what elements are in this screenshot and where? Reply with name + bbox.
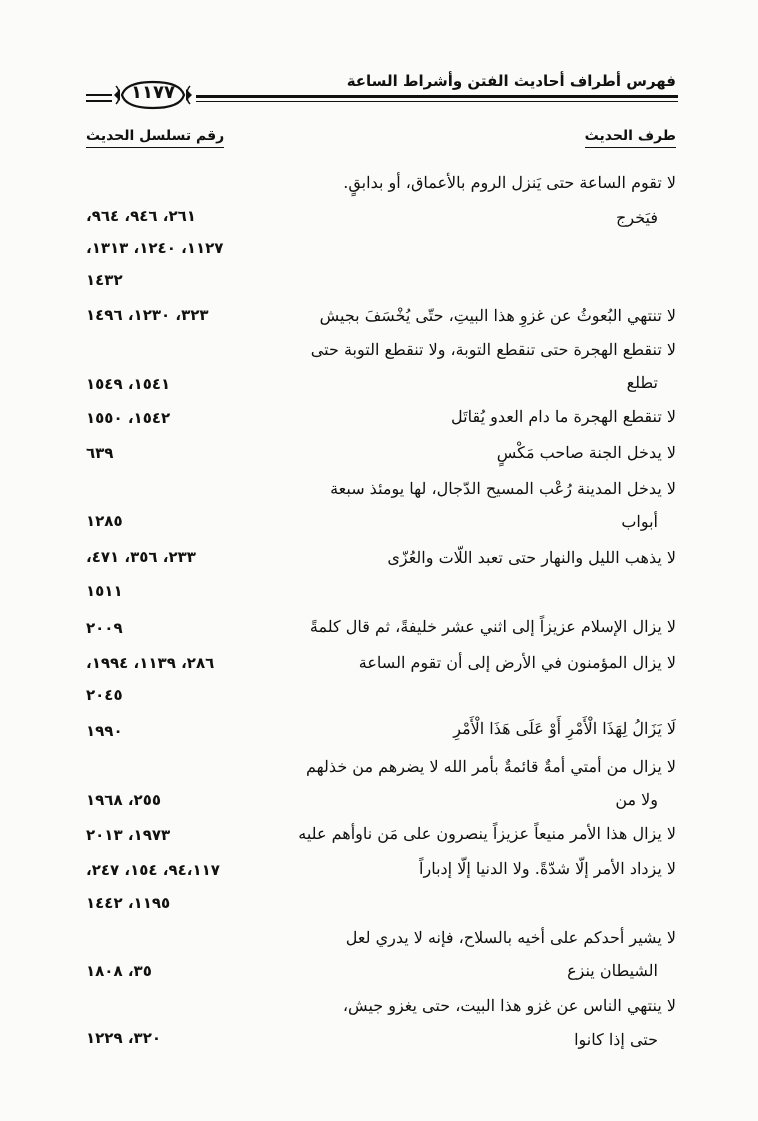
entry-text-line: لا يشير أحدكم على أخيه بالسلاح، فإنه لا يدري لعل <box>345 928 676 947</box>
header-rule-left-lower <box>86 100 112 102</box>
entry-numbers: ١٢٨٥ <box>86 512 123 530</box>
entry-text-line: ولا من <box>615 790 658 809</box>
entry-numbers: ٢٨٦، ١١٣٩، ١٩٩٤، <box>86 654 215 672</box>
running-title: فهرس أطراف أحاديث الفتن وأشراط الساعة <box>346 72 676 90</box>
entry-text-line: لا تنقطع الهجرة ما دام العدو يُقاتَل <box>451 407 676 426</box>
entry-text-line: لا يدخل الجنة صاحب مَكْسٍ <box>496 443 676 462</box>
entry-text-line: أبواب <box>621 512 658 531</box>
entry-text-line: لا يدخل المدينة رُعْب المسيح الدّجال، لها يومئذ سبعة <box>330 479 676 498</box>
entry-numbers: ١٤٣٢ <box>86 271 123 289</box>
entry-text-line: لا تقوم الساعة حتى يَنزل الروم بالأعماق، أو بدابقٍ. <box>343 173 676 192</box>
page-number: ١١٧٧ <box>131 82 175 103</box>
entry-text-line: لا يزال المؤمنون في الأرض إلى أن تقوم الساعة <box>358 653 676 672</box>
entry-numbers: ٣٥، ١٨٠٨ <box>86 962 152 980</box>
header-rule-thin <box>196 101 678 102</box>
entry-text-line: لَا يَزَالُ لِهَذَا الْأَمْرِ أَوْ عَلَى هَذَا الْأَمْرِ <box>453 719 676 738</box>
entry-numbers: ٩٤،١١٧، ١٥٤، ٢٤٧، <box>86 861 220 879</box>
entry-numbers: ١١٩٥، ١٤٤٢ <box>86 894 171 912</box>
entry-text-line: لا تنتهي البُعوثُ عن غزوِ هذا البيتِ، حتّى يُخْسَفَ بجيش <box>319 306 676 325</box>
entry-text-line: لا يزداد الأمر إلّا شدّةً. ولا الدنيا إلّا إدباراً <box>419 859 676 878</box>
entry-text-line: لا يذهب الليل والنهار حتى تعبد اللّات والعُزّى <box>387 548 676 567</box>
column-heading-hadith-start: طرف الحديث <box>585 128 676 148</box>
entry-numbers: ٢٠٠٩ <box>86 619 123 637</box>
entry-text-line: لا تنقطع الهجرة حتى تنقطع التوبة، ولا تنقطع التوبة حتى <box>310 340 676 359</box>
entry-text-line: تطلع <box>626 373 658 392</box>
entry-numbers: ٣٢٣، ١٢٣٠، ١٤٩٦ <box>86 306 209 324</box>
entry-numbers: ٢٥٥، ١٩٦٨ <box>86 791 162 809</box>
entry-text-line: لا يزال من أمتي أمةٌ قائمةٌ بأمر الله لا يضرهم من خذلهم <box>306 757 676 776</box>
entry-numbers: ١٥١١ <box>86 582 123 600</box>
header-rule-thick <box>196 95 678 98</box>
entry-numbers: ٢٠٤٥ <box>86 686 123 704</box>
entry-text-line: لا يزال هذا الأمر منيعاً عزيزاً ينصرون على مَن ناوأهم عليه <box>298 824 676 843</box>
entry-numbers: ١١٢٧، ١٢٤٠، ١٣١٣، <box>86 239 224 257</box>
entry-text-line: لا ينتهي الناس عن غزو هذا البيت، حتى يغزو جيش، <box>342 996 676 1015</box>
entry-numbers: ٣٢٠، ١٢٢٩ <box>86 1029 162 1047</box>
entry-numbers: ١٥٤٢، ١٥٥٠ <box>86 409 171 427</box>
entry-numbers: ٦٣٩ <box>86 444 114 462</box>
entry-numbers: ١٥٤١، ١٥٤٩ <box>86 375 171 393</box>
column-heading-serial-number: رقم تسلسل الحديث <box>86 128 224 148</box>
entry-text-line: فيَخرج <box>616 208 658 227</box>
entry-text-line: لا يزال الإسلام عزيزاً إلى اثني عشر خليفةً، ثم قال كلمةً <box>309 617 676 636</box>
entry-text-line: حتى إذا كانوا <box>574 1030 658 1049</box>
header-rule-left-upper <box>86 94 112 96</box>
entry-numbers: ١٩٧٣، ٢٠١٣ <box>86 826 171 844</box>
entry-numbers: ٢٦١، ٩٤٦، ٩٦٤، <box>86 207 196 225</box>
entry-text-line: الشيطان ينزع <box>567 961 658 980</box>
entry-numbers: ١٩٩٠ <box>86 722 123 740</box>
entry-numbers: ٢٣٣، ٣٥٦، ٤٧١، <box>86 548 196 566</box>
